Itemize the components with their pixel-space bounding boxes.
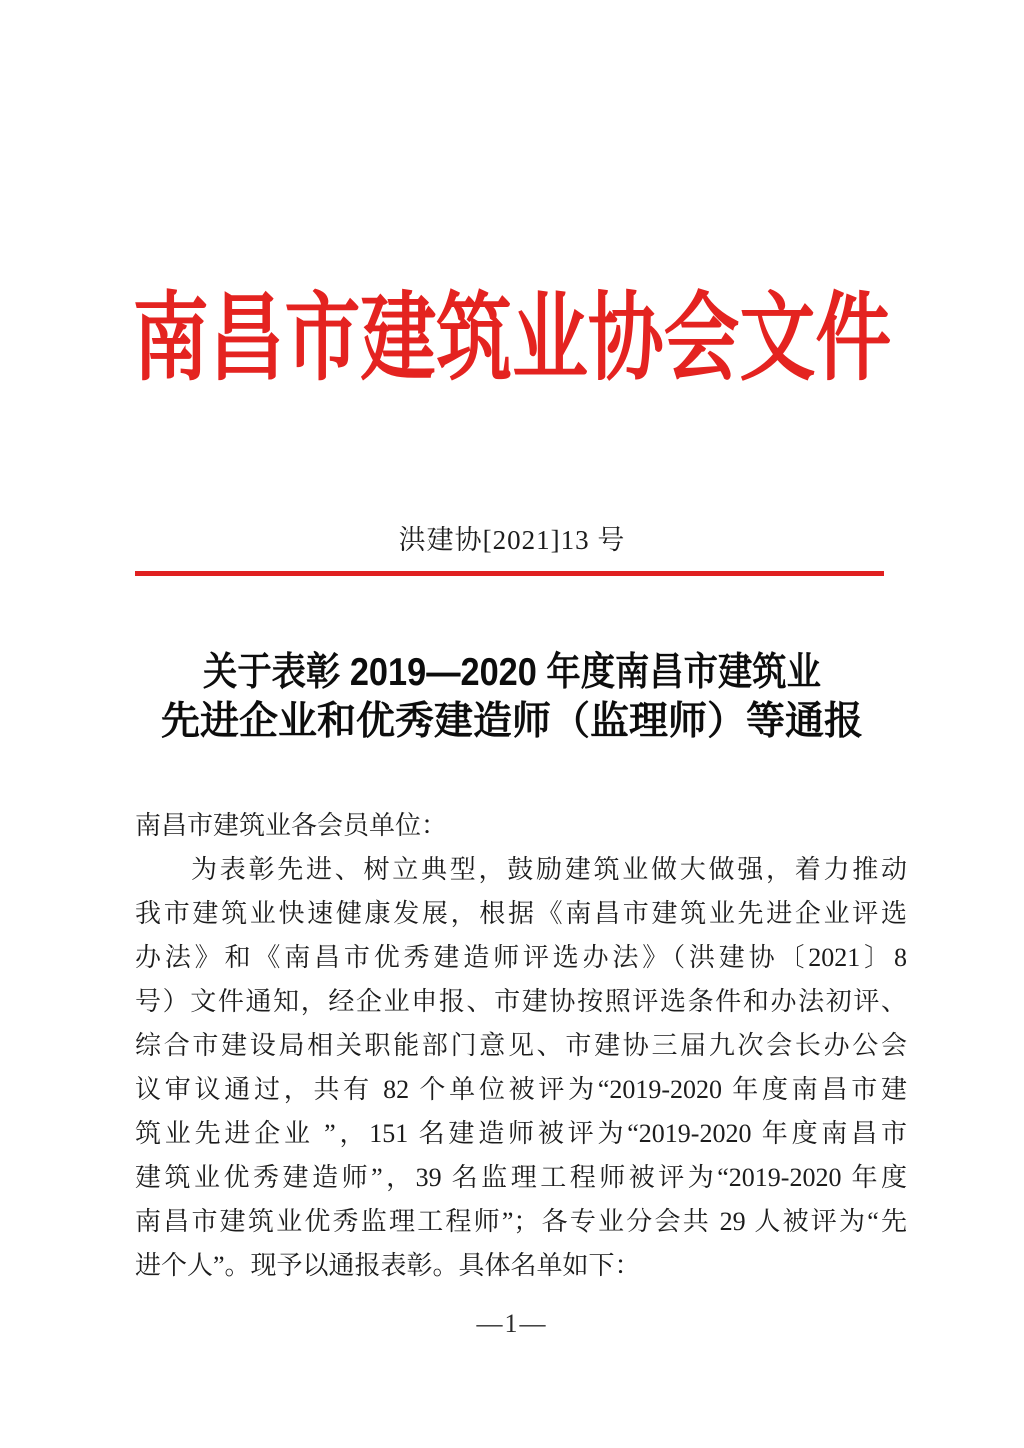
red-divider-rule: [135, 571, 884, 576]
body-line: 筑业先进企业 ”，151 名建造师被评为“2019-2020 年度南昌市: [135, 1119, 907, 1148]
body-line: 我市建筑业快速健康发展，根据《南昌市建筑业先进企业评选: [135, 899, 907, 928]
body-line: 建筑业优秀建造师”，39 名监理工程师被评为“2019-2020 年度: [135, 1163, 907, 1192]
salutation-line: 南昌市建筑业各会员单位：: [135, 811, 448, 840]
document-title: [0, 648, 1024, 746]
body-line: 号）文件通知，经企业申报、市建协按照评选条件和办法初评、: [135, 987, 907, 1016]
body-line: 办法》和《南昌市优秀建造师评选办法》（洪建协〔2021〕8: [135, 943, 907, 972]
body-line: 为表彰先进、树立典型，鼓励建筑业做大做强，着力推动: [191, 855, 907, 884]
masthead-title: 南昌市建筑业协会文件: [132, 285, 892, 392]
body-line: 综合市建设局相关职能部门意见、市建协三届九次会长办公会: [135, 1031, 907, 1060]
body-line: 议审议通过，共有 82 个单位被评为“2019-2020 年度南昌市建: [135, 1075, 907, 1104]
title-line-2: 先进企业和优秀建造师（监理师）等通报: [160, 700, 863, 743]
masthead: [0, 283, 1024, 395]
body-line: 南昌市建筑业优秀监理工程师”；各专业分会共 29 人被评为“先: [135, 1207, 907, 1236]
doc-number: 洪建协[2021]13 号: [398, 525, 626, 555]
body-line: 进个人”。现予以通报表彰。具体名单如下：: [135, 1251, 641, 1280]
title-line-1: 关于表彰 2019—2020 年度南昌市建筑业: [203, 651, 821, 694]
document-body: [135, 804, 907, 1288]
page-number: —1—: [476, 1309, 548, 1338]
